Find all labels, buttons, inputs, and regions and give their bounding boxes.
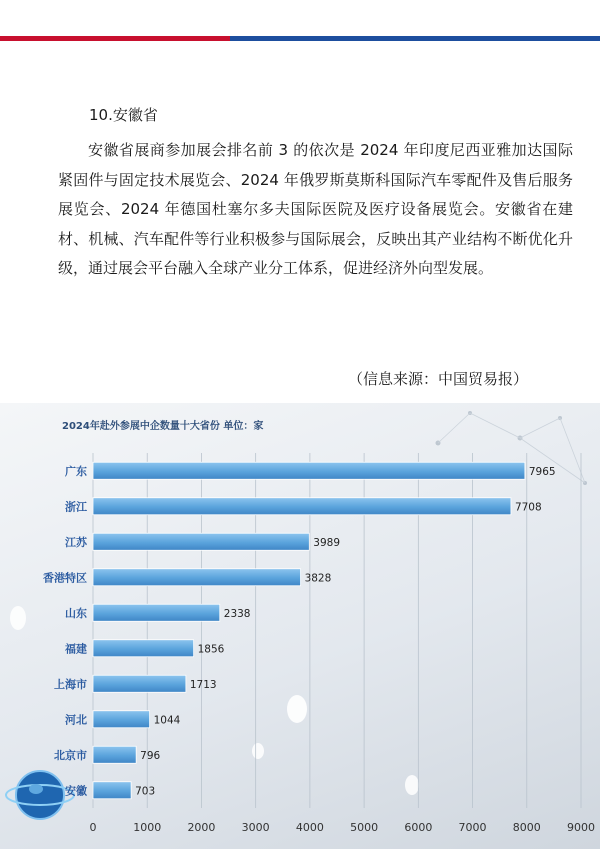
x-tick-label: 1000 xyxy=(133,821,162,834)
bar xyxy=(93,569,301,586)
chart-title: 2024年赴外参展中企数量十大省份 单位：家 xyxy=(62,421,264,432)
category-label: 山东 xyxy=(65,606,87,620)
value-label: 3989 xyxy=(313,536,341,549)
bar xyxy=(93,675,186,692)
source-note: （信息来源：中国贸易报） xyxy=(348,370,529,388)
category-label: 北京市 xyxy=(54,748,87,762)
value-label: 703 xyxy=(135,785,156,798)
category-label: 广东 xyxy=(65,464,87,478)
category-label: 安徽 xyxy=(65,784,87,798)
x-tick-label: 2000 xyxy=(187,821,216,834)
header-accent-red xyxy=(0,36,230,41)
value-label: 7965 xyxy=(528,465,556,478)
bar xyxy=(93,462,525,479)
x-tick-label: 9000 xyxy=(567,821,595,834)
bar xyxy=(93,604,220,621)
x-tick-label: 6000 xyxy=(404,821,433,834)
x-tick-label: 5000 xyxy=(350,821,379,834)
value-label: 1856 xyxy=(197,643,225,656)
section-paragraph: 安徽省展商参加展会排名前 3 的依次是 2024 年印度尼西亚雅加达国际紧固件与固定技术展览会、2024 年俄罗斯莫斯科国际汽车零配件及售后服务展览会、2024 年德国杜塞尔多夫国际医院及医疗设备展览会。安徽省在建材、机械、汽车配件等行业积极参与国际展会，反映出其产业结构不断优化升级，通过展会平台融入全球产业分工体系，促进经济外向型发展。 xyxy=(58,141,573,277)
value-label: 7708 xyxy=(514,501,542,514)
bar-chart-panel xyxy=(0,403,600,849)
bar-chart xyxy=(0,403,600,849)
value-label: 3828 xyxy=(304,572,332,585)
header-accent-blue xyxy=(230,36,600,41)
category-label: 河北 xyxy=(65,713,87,727)
value-label: 2338 xyxy=(223,607,251,620)
x-tick-label: 8000 xyxy=(512,821,541,834)
bar xyxy=(93,711,150,728)
globe-icon xyxy=(6,771,74,819)
category-label: 浙江 xyxy=(65,500,87,514)
x-tick-label: 7000 xyxy=(458,821,487,834)
value-label: 1713 xyxy=(189,678,217,691)
bar xyxy=(93,533,309,550)
x-tick-label: 4000 xyxy=(295,821,324,834)
section-heading: 10.安徽省 xyxy=(89,106,158,124)
category-label: 上海市 xyxy=(54,677,87,691)
value-label: 796 xyxy=(140,749,161,762)
decorative-droplets xyxy=(10,606,419,798)
bar xyxy=(93,640,194,657)
value-label: 1044 xyxy=(153,714,181,727)
x-tick-label: 0 xyxy=(89,821,97,834)
category-label: 香港特区 xyxy=(43,571,87,585)
x-tick-label: 3000 xyxy=(241,821,270,834)
chart-bars xyxy=(93,462,525,799)
bar xyxy=(93,782,131,799)
header-accent-bar xyxy=(0,36,600,41)
bar xyxy=(93,746,136,763)
bar xyxy=(93,498,511,515)
category-label: 江苏 xyxy=(65,535,87,549)
category-label: 福建 xyxy=(65,642,87,656)
